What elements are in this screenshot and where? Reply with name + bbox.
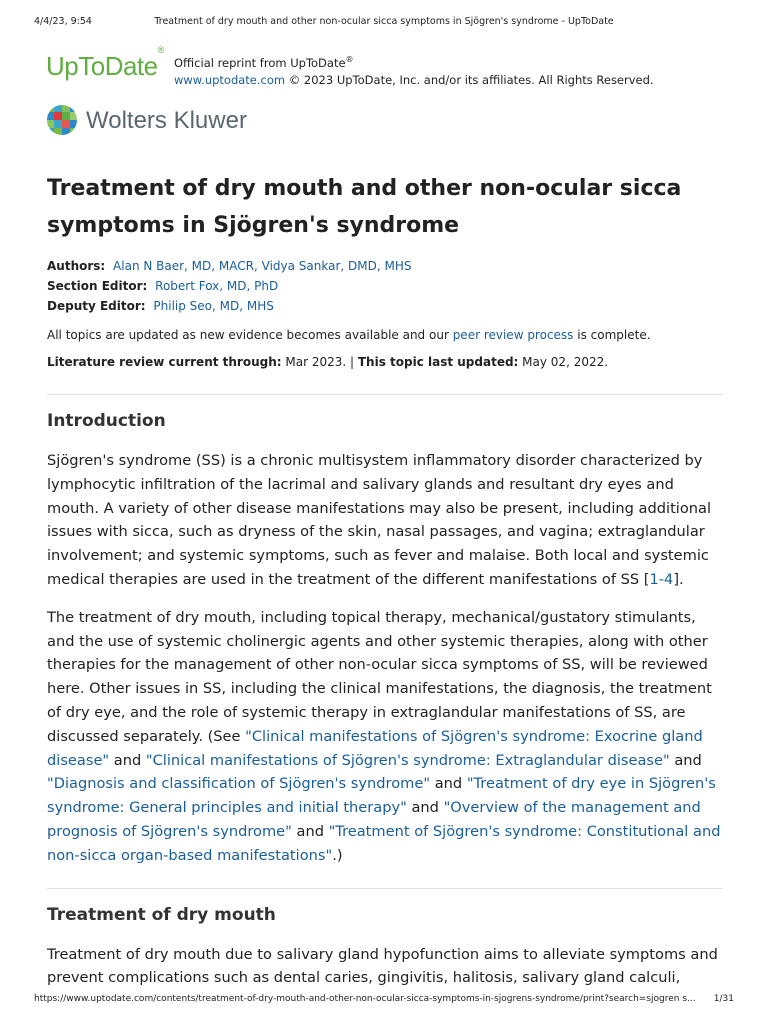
conjunction: and [109,751,146,769]
topic-link-diagnosis[interactable]: "Diagnosis and classification of Sjögren's syndrome" [47,775,431,793]
topic-link-exocrine[interactable]: "Clinical manifestations of Sjögren's syndrome: Exocrine gland disease" [47,727,703,769]
print-footer [34,994,734,1006]
intro-paragraph-2 [47,606,723,868]
article-title: Treatment of dry mouth and other non-ocular sicca symptoms in Sjögren's syndrome [47,176,682,238]
intro-p1-text: Sjögren's syndrome (SS) is a chronic multisystem inflammatory disorder characterized by lymphocytic infiltration of the lacrimal and salivary glands and resultant dry eyes and mouth. A variety of other disease manifestations may also be present, including additional issues with sicca, such as dryness of the skin, nasal passages, and vagina; extraglandular involvement; and systemic symptoms, such as fever and malaise. Both local and systemic medical therapies are used in the treatment of the different manifestations of SS [ [47,452,712,588]
logo-text: UpToDate [46,51,158,81]
intro-p2-end: .) [332,846,343,864]
reprint-notice [174,51,654,89]
intro-p1-end: ]. [673,570,684,588]
section-divider [47,394,723,395]
print-page-title: Treatment of dry mouth and other non-ocular sicca symptoms in Sjögren's syndrome - UpToDate [154,16,614,27]
conjunction: and [291,822,329,840]
last-updated-value: May 02, 2022. [518,355,609,369]
brand-header [46,45,726,88]
conjunction: and [669,751,702,769]
update-note-post: is complete. [573,328,651,342]
lit-review-value: Mar 2023. | [281,355,358,369]
logo-registered-mark: ® [157,45,164,56]
section-editor-row [47,276,723,296]
section-editor-label: Section Editor: [47,279,148,293]
wolters-kluwer-globe-icon [46,104,78,136]
article [47,170,723,1004]
update-note-pre: All topics are updated as new evidence becomes available and our [47,328,453,342]
intro-paragraph-1 [47,449,723,592]
wolters-kluwer-logo [46,104,346,138]
author-link-2[interactable]: Vidya Sankar, DMD, MHS [261,259,412,273]
dry-mouth-heading: Treatment of dry mouth [47,904,276,925]
conjunction: and [430,775,467,793]
topic-link-extraglandular[interactable]: "Clinical manifestations of Sjögren's syndrome: Extraglandular disease" [145,751,670,769]
print-header [34,16,734,30]
authors-label: Authors: [47,259,106,273]
section-editor-link[interactable]: Robert Fox, MD, PhD [155,279,279,293]
topic-link-dry-eye[interactable]: "Treatment of dry eye in Sjögren's syndrome: General principles and initial therapy" [47,775,716,817]
topic-link-overview[interactable]: "Overview of the management and prognosis of Sjögren's syndrome" [47,799,701,840]
author-separator: , [253,259,262,273]
lit-review-label: Literature review current through: [47,355,282,369]
print-date: 4/4/23, 9:54 [34,16,92,27]
deputy-editor-link[interactable]: Philip Seo, MD, MHS [153,299,274,313]
uptodate-logo[interactable] [46,45,164,82]
dry-mouth-paragraph-1: Treatment of dry mouth due to salivary gland hypofunction aims to alleviate symptoms and prevent complications such as dental caries, gingivitis, halitosis, salivary gland calculi, [47,945,718,987]
page-number: 1/31 [713,994,734,1004]
update-note [47,326,723,344]
publisher-name: Wolters Kluwer [86,107,247,134]
intro-p2-text: The treatment of dry mouth, including topical therapy, mechanical/gustatory stimulants, and the use of systemic cholinergic agents and other systemic therapies, along with other therapies for the management of other non-ocular sicca symptoms of SS, will be reviewed here. Other issues in SS, including the clinical manifestations, the diagnosis, the treatment of dry eye, and the role of systemic therapy in extraglandular manifestations of SS, are discussed separately. (See [47,608,712,745]
review-dates [47,353,723,371]
deputy-editor-row [47,296,723,316]
site-link[interactable]: www.uptodate.com [174,72,286,87]
last-updated-label: This topic last updated: [357,355,519,369]
deputy-editor-label: Deputy Editor: [47,299,146,313]
section-divider [47,888,723,889]
author-link-1[interactable]: Alan N Baer, MD, MACR [113,259,254,273]
topic-link-constitutional[interactable]: "Treatment of Sjögren's syndrome: Constitutional and non-sicca organ-based manifestations" [47,822,721,864]
peer-review-link[interactable]: peer review process [452,328,574,342]
authors-row [47,256,723,276]
conjunction: and [406,799,444,817]
reprint-line: Official reprint from UpToDate [174,55,346,70]
copyright-text: © 2023 UpToDate, Inc. and/or its affiliates. All Rights Reserved. [285,72,654,87]
reprint-registered-mark: ® [345,55,354,64]
intro-heading: Introduction [47,411,166,431]
print-url: https://www.uptodate.com/contents/treatment-of-dry-mouth-and-other-non-ocular-sicca-symptoms-in-sjogrens-syndrome/print?search=sjogren s... [34,994,696,1004]
reference-link[interactable]: 1-4 [649,570,674,588]
